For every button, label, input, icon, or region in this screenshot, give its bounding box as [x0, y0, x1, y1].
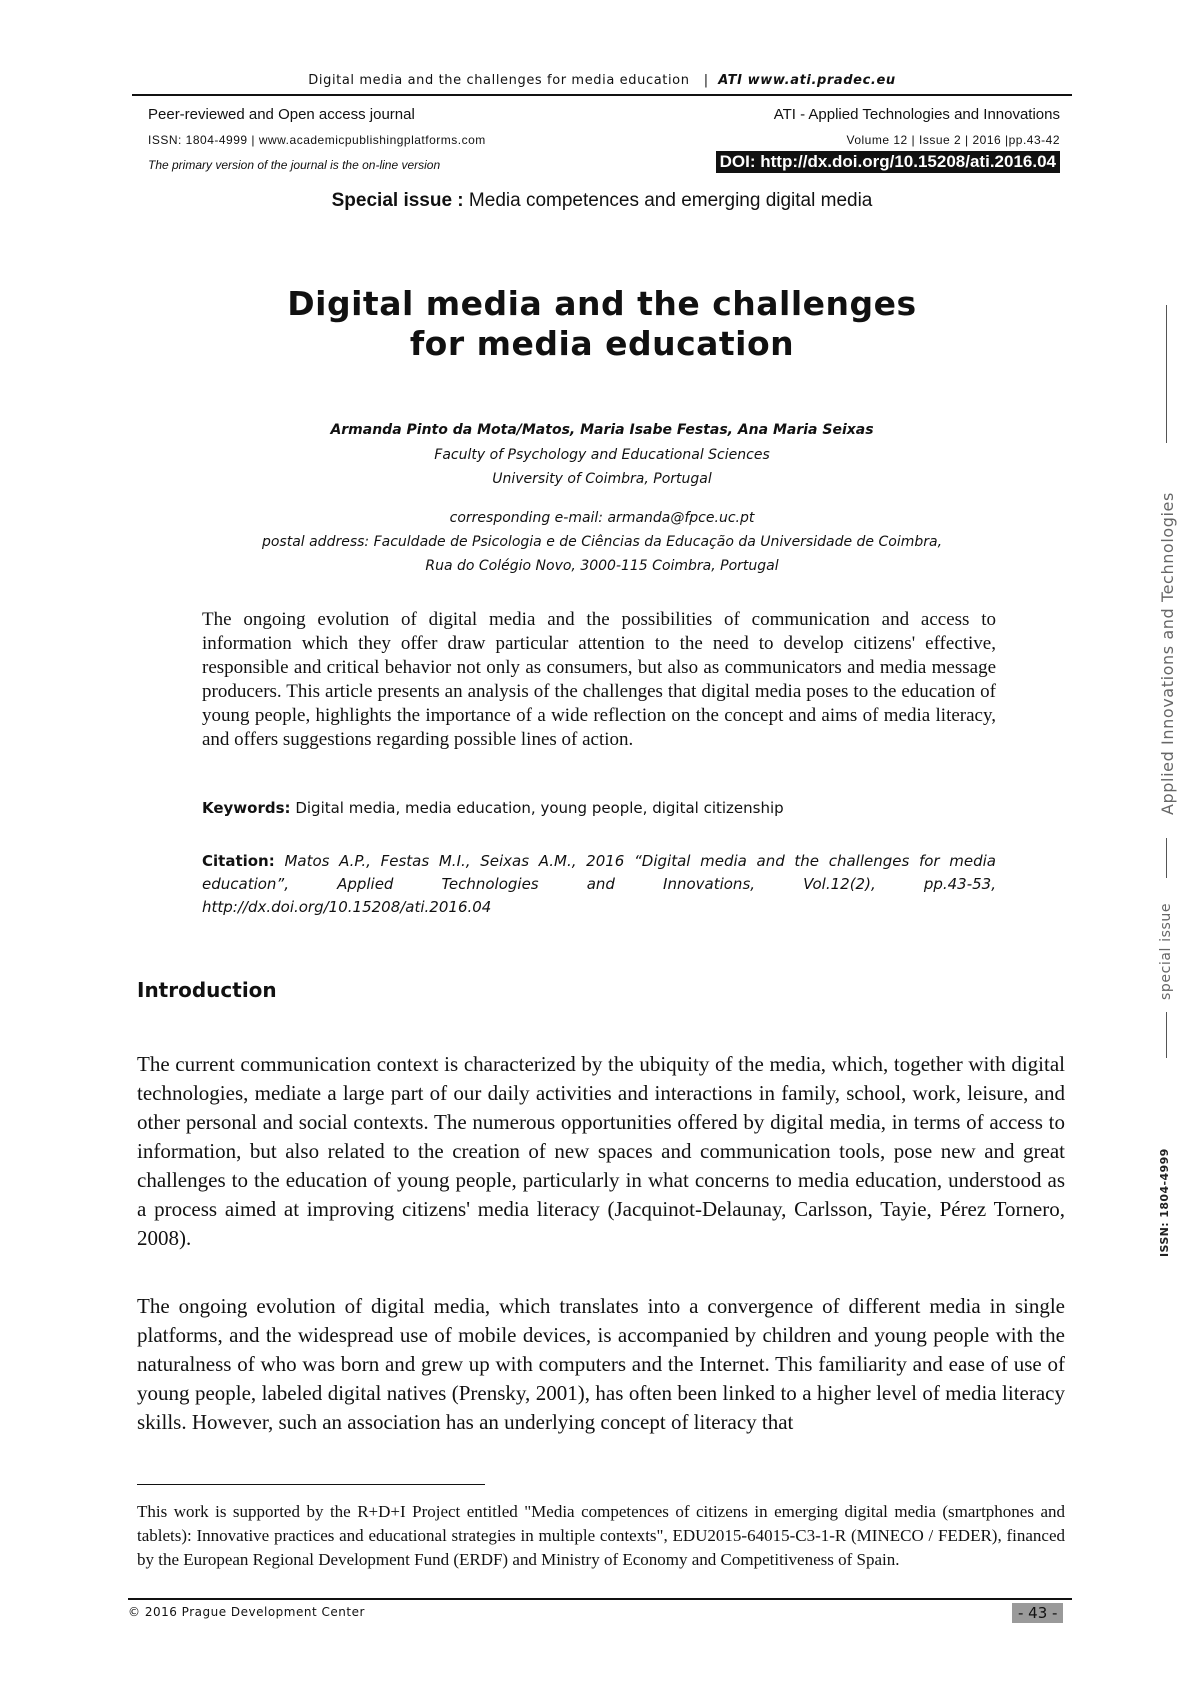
- postal-address-line-1: postal address: Faculdade de Psicologia e de Ciências da Educação da Universidade de Coimbra,: [261, 534, 943, 550]
- article-title: [132, 284, 1072, 364]
- running-header: [132, 73, 1072, 88]
- journal-volume-issue: Volume 12 | Issue 2 | 2016 |pp.43-42: [846, 133, 1060, 147]
- footnote: This work is supported by the R+D+I Project entitled "Media competences of citizens in emerging digital media (smartphones and tablets): Innovative practices and educational strategies in multiple contexts", EDU2015-64015-C3-1-R (MINECO / FEDER), financed by the European Regional Development Fund (ERDF) and Ministry of Economy and Competitiveness of Spain.: [137, 1502, 1065, 1569]
- sidebar-rule-lower: [1166, 1012, 1167, 1058]
- section-heading-introduction: Introduction: [137, 978, 277, 1002]
- body-paragraph: The current communication context is characterized by the ubiquity of the media, which, together with digital technologies, mediate a large part of our daily activities and interactions in family, school, work, leisure, and other personal and social contexts. The numerous opportunities offered by digital media, in terms of access to information, but also related to the creation of new spaces and communication tools, pose new and great challenges to the education of young people, particularly in what concerns to media education, understood as a process aimed at improving citizens' media literacy (Jacquinot-Delaunay, Carlsson, Tayie, Pérez Tornero, 2008).: [137, 1052, 1065, 1250]
- running-title: Digital media and the challenges for media education: [308, 73, 690, 88]
- journal-type: Peer-reviewed and Open access journal: [148, 106, 415, 123]
- citation-label: Citation:: [202, 852, 275, 870]
- sidebar-rule-top: [1166, 305, 1167, 443]
- special-issue-text: Media competences and emerging digital media: [468, 190, 873, 211]
- journal-issn-website: ISSN: 1804-4999 | www.academicpublishingplatforms.com: [148, 133, 486, 147]
- copyright: © 2016 Prague Development Center: [128, 1605, 365, 1619]
- sidebar-section-label: special issue: [1158, 902, 1174, 1000]
- running-separator: |: [703, 73, 709, 88]
- keywords-text: Digital media, media education, young people, digital citizenship: [295, 799, 784, 817]
- sidebar-journal-name: Applied Innovations and Technologies: [1158, 492, 1177, 815]
- postal-address-line-2: Rua do Colégio Novo, 3000-115 Coimbra, Portugal: [425, 558, 779, 574]
- running-url: ATI www.ati.pradec.eu: [718, 73, 896, 88]
- keywords: [202, 799, 996, 817]
- footnote-rule: [137, 1484, 485, 1485]
- special-issue-line: [132, 190, 1072, 212]
- citation-text: Matos A.P., Festas M.I., Seixas A.M., 2016 “Digital media and the challenges for media education”, Applied Technologies and Innovations, Vol.12(2), pp.43-53, http://dx.doi.org/10.15208/ati.2016.04: [202, 852, 996, 916]
- affiliation-university: University of Coimbra, Portugal: [492, 471, 712, 487]
- sidebar-issn: ISSN: 1804-4999: [1158, 1148, 1171, 1257]
- footer-rule: [128, 1598, 1072, 1600]
- header-rule: [132, 94, 1072, 96]
- page-number: - 43 -: [1012, 1603, 1063, 1623]
- special-issue-label: Special issue :: [331, 190, 464, 211]
- article-title-line-2: for media education: [409, 324, 795, 363]
- journal-version-note: The primary version of the journal is the on-line version: [148, 158, 441, 172]
- abstract: The ongoing evolution of digital media and the possibilities of communication and access to information which they offer draw particular attention to the need to develop citizens' effective, responsible and critical behavior not only as consumers, but also as communicators and media message producers. This article presents an analysis of the challenges that digital media poses to the education of young people, highlights the importance of a wide reflection on the concept and aims of media literacy, and offers suggestions regarding possible lines of action.: [202, 609, 996, 750]
- doi-badge[interactable]: DOI: http://dx.doi.org/10.15208/ati.2016.04: [716, 151, 1060, 173]
- journal-name: ATI - Applied Technologies and Innovations: [773, 106, 1060, 123]
- body-paragraph: The ongoing evolution of digital media, which translates into a convergence of different media in single platforms, and the widespread use of mobile devices, is accompanied by children and young people with the naturalness of who was born and grew up with computers and the Internet. This familiarity and ease of use of young people, labeled digital natives (Prensky, 2001), has often been linked to a higher level of media literacy skills. However, such an association has an underlying concept of literacy that: [137, 1294, 1065, 1434]
- article-title-line-1: Digital media and the challenges: [287, 284, 917, 323]
- keywords-label: Keywords:: [202, 799, 291, 817]
- corresponding-email: corresponding e-mail: armanda@fpce.uc.pt: [449, 510, 755, 526]
- citation: [202, 850, 996, 919]
- article-authors: Armanda Pinto da Mota/Matos, Maria Isabe Festas, Ana Maria Seixas: [330, 422, 874, 438]
- affiliation-faculty: Faculty of Psychology and Educational Sciences: [434, 447, 770, 463]
- sidebar-rule-middle: [1166, 838, 1167, 878]
